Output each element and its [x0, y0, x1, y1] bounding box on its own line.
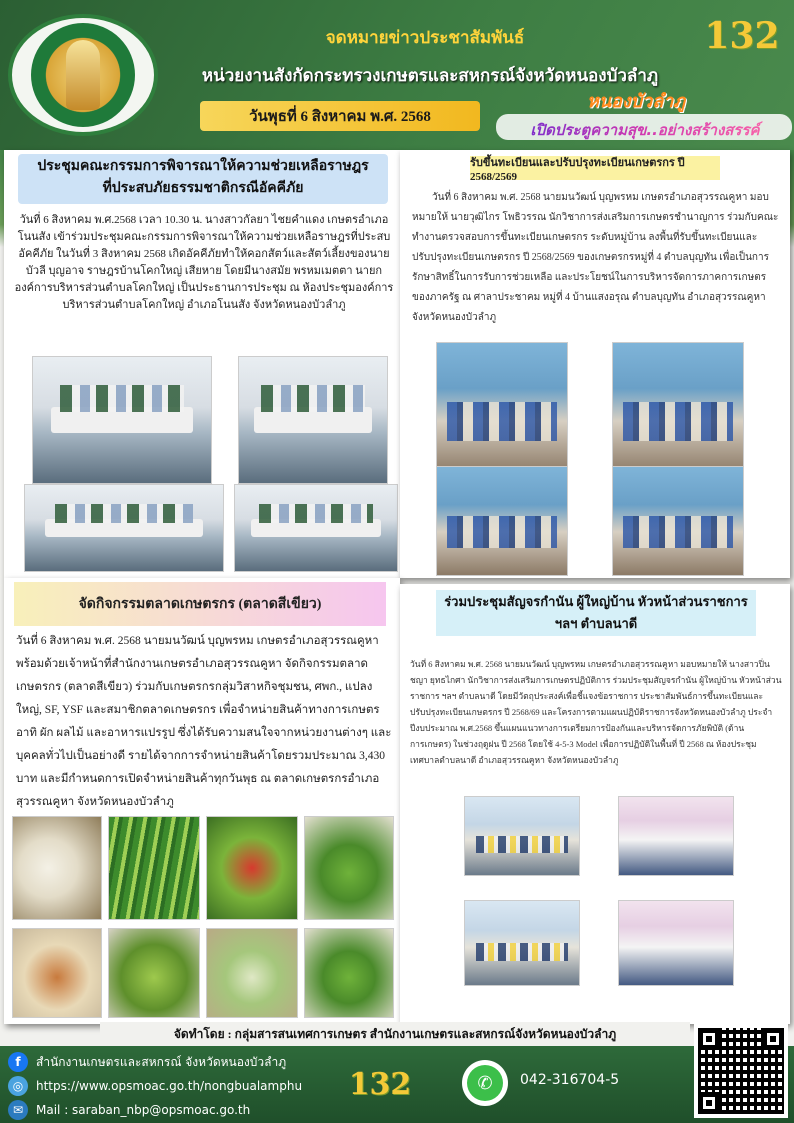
- section2-body: วันที่ 6 สิงหาคม พ.ศ. 2568 นายมนวัฒน์ บุญพรหม เกษตรอำเภอสุวรรณคูหา มอบหมายให้ นายวุฒิไกร โพธิวรรณ นักวิชาการส่งเสริมการเกษตรชำนาญการ ร่วมกับคณะทำงานตรวจสอบการขึ้นทะเบียนเกษตรกร ระดับหมู่บ้าน ลงพื้นที่รับขึ้นทะเบียนและปรับปรุงทะเบียนเกษตรกร ปี 2568/2569 ของเกษตรกรหมู่ที่ 4 ตำบลบุญทัน เพื่อเป็นการรักษาสิทธิ์ในการรับการช่วยเหลือ และประโยชน์ในการบริหารจัดการภาคการเกษตรของภาครัฐ ณ ศาลาประชาคม หมู่ที่ 4 บ้านแสงอรุณ ตำบลบุญทัน อำเภอสุวรรณคูหา จังหวัดหนองบัวลำภู: [412, 192, 779, 323]
- facebook-page-name[interactable]: สำนักงานเกษตรและสหกรณ์ จังหวัดหนองบัวลำภู: [36, 1054, 287, 1069]
- registration-photo-4: [612, 466, 744, 576]
- market-photo-vegetables: [304, 816, 394, 920]
- village-meeting-photo-2: [618, 796, 734, 876]
- logo-deity-figure: [66, 40, 100, 110]
- section1-title-line2: ที่ประสบภัยธรรมชาติกรณีอัคคีภัย: [102, 181, 304, 196]
- news-card-farmer-registration: [400, 150, 790, 578]
- section3-body: วันที่ 6 สิงหาคม พ.ศ. 2568 นายมนวัฒน์ บุญพรหม เกษตรอำเภอสุวรรณคูหา พร้อมด้วยเจ้าหน้าที่สำนักงานเกษตรอำเภอสุวรรณคูหา จัดกิจกรรมตลาดเกษตรกร (ตลาดสีเขียว) ร่วมกับเกษตรกรกลุ่มวิสาหกิจชุมชน, ศพก., แปลงใหญ่, SF, YSF และสมาชิกตลาดเกษตรกร เพื่อจำหน่ายสินค้าทางการเกษตร อาทิ ผัก ผลไม้ และอาหารแปรรูป ซึ่งได้รับความสนใจจากหน่วยงานต่างๆ และบุคคลทั่วไปเป็นอย่างดี รายได้จากการจำหน่ายสินค้าโดยรวมประมาณ 3,430 บาท และมีกำหนดการเปิดจำหน่ายสินค้าทุกวันพุธ ณ ตลาดเกษตรกรอำเภอสุวรรณคูหา จังหวัดหนองบัวลำภู: [16, 635, 392, 808]
- meeting-photo-1: [32, 356, 212, 484]
- qr-code[interactable]: [694, 1024, 788, 1118]
- globe-icon: ◎: [8, 1076, 28, 1096]
- logo-emblem: [31, 23, 135, 127]
- village-meeting-photo-3: [464, 900, 580, 986]
- section1-title-line1: ประชุมคณะกรรมการพิจารณาให้ความช่วยเหลือราษฎร: [37, 159, 369, 174]
- section4-title-line1: ร่วมประชุมสัญจรกำนัน ผู้ใหญ่บ้าน หัวหน้าส่วนราชการ: [444, 594, 748, 609]
- mail-icon: ✉: [8, 1100, 28, 1120]
- issue-date: วันพุธที่ 6 สิงหาคม พ.ศ. 2568: [200, 101, 480, 131]
- qr-finder-top-right: [762, 1028, 784, 1050]
- meeting-photo-4: [234, 484, 398, 572]
- facebook-icon: f: [8, 1052, 28, 1072]
- market-photo-melons: [108, 928, 200, 1018]
- news-card-village-meeting: [400, 584, 790, 1024]
- section4-title: [436, 590, 756, 636]
- meeting-photo-2: [238, 356, 388, 484]
- qr-finder-top-left: [698, 1028, 720, 1050]
- section1-body: วันที่ 6 สิงหาคม พ.ศ.2568 เวลา 10.30 น. นางสาวกัลยา ไชยคำแดง เกษตรอำเภอโนนสัง เข้าร่วมประชุมคณะกรรมการพิจารณาให้ความช่วยเหลือราษฎรที่ประสบอัคคีภัย ในวันที่ 3 สิงหาคม 2568 เกิดอัคคีภัยทำให้คอกสัตว์และสัตว์เลี้ยงของนายบัวลี บุญอาจ ราษฎรบ้านโคกใหญ่ เสียหาย โดยมีนางสมัย พรหมเมตตา นายกองค์การบริหารส่วนตำบลโคกใหญ่ เป็นประธานการประชุม ณ ห้องประชุมองค์การบริหารส่วนตำบลโคกใหญ่ อำเภอโนนสัง จังหวัดหนองบัวลำภู: [14, 214, 394, 311]
- qr-pattern: [698, 1028, 784, 1114]
- email-row[interactable]: [8, 1100, 250, 1120]
- anniversary-emblem: 132: [704, 15, 780, 57]
- header-banner: [0, 0, 794, 150]
- meeting-photo-3: [24, 484, 224, 572]
- website-link[interactable]: https://www.opsmoac.go.th/nongbualamphu: [36, 1079, 303, 1093]
- phone-icon[interactable]: ✆: [462, 1060, 508, 1106]
- market-photo-snacks: [12, 928, 102, 1018]
- footer-anniversary-emblem: 132: [348, 1066, 412, 1102]
- village-meeting-photo-1: [464, 796, 580, 876]
- market-photo-greens: [108, 816, 200, 920]
- newsletter-title: จดหมายข่าวประชาสัมพันธ์: [325, 28, 525, 47]
- market-photo-produce: [206, 928, 298, 1018]
- facebook-row[interactable]: [8, 1052, 286, 1072]
- registration-photo-1: [436, 342, 568, 474]
- news-card-green-market: [4, 578, 400, 1024]
- province-slogan: หนองบัวลำภู: [586, 91, 686, 112]
- village-meeting-photo-4: [618, 900, 734, 986]
- credit-line: จัดทำโดย : กลุ่มสารสนเทศการเกษตร สำนักงานเกษตรและสหกรณ์จังหวัดหนองบัวลำภู: [100, 1022, 690, 1046]
- section1-title: [18, 154, 388, 204]
- ministry-logo: [8, 14, 158, 136]
- section3-title: จัดกิจกรรมตลาดเกษตรกร (ตลาดสีเขียว): [14, 582, 386, 626]
- section4-title-line2: ฯลฯ ตำบลนาดี: [554, 616, 638, 631]
- registration-photo-3: [436, 466, 568, 576]
- market-photo-chili: [206, 816, 298, 920]
- market-photo-bananas: [304, 928, 394, 1018]
- email-address[interactable]: Mail : saraban_nbp@opsmoac.go.th: [36, 1103, 251, 1117]
- registration-photo-2: [612, 342, 744, 474]
- website-row[interactable]: [8, 1076, 302, 1096]
- phone-number[interactable]: 042-316704-5: [520, 1072, 620, 1088]
- qr-finder-bottom-left: [698, 1092, 720, 1114]
- news-card-fire-relief: [4, 150, 400, 578]
- province-tagline: เปิดประตูความสุข..อย่างสร้างสรรค์: [500, 118, 790, 142]
- section4-body: วันที่ 6 สิงหาคม พ.ศ. 2568 นายมนวัฒน์ บุญพรหม เกษตรอำเภอสุวรรณคูหา มอบหมายให้ นางสาวปิ่นชญา ยุทธไกศา นักวิชาการส่งเสริมการเกษตรปฏิบัติการ ร่วมประชุมสัญจรกำนัน ผู้ใหญ่บ้าน หัวหน้าส่วนราชการ ฯลฯ ตำบลนาดี โดยมีวัตถุประสงค์เพื่อชี้แจงข้อราชการ ประชาสัมพันธ์การขึ้นทะเบียนและปรับปรุงทะเบียนเกษตรกร ปี 2568/69 และโครงการตามแผนปฏิบัติราชการจังหวัดหนองบัวลำภู ประจำปีงบประมาณ พ.ศ.2568 ขึ้นแผนแนวทางการเตรียมการป้องกันและบริหารจัดการภัยพิบัติ (ด้านการเกษตร) ในช่วงฤดูฝน ปี 2568 โดยใช้ 4-5-3 Model เพื่อการปฏิบัติในพื้นที่ ปี 2568 ณ ห้องประชุมเทศบาลตำบลนาดี อำเภอสุวรรณคูหา จังหวัดหนองบัวลำภู: [410, 659, 782, 765]
- section2-title: รับขึ้นทะเบียนและปรับปรุงทะเบียนเกษตรกร ปี 2568/2569: [470, 156, 720, 180]
- market-photo-rice: [12, 816, 102, 920]
- agency-name: หน่วยงานสังกัดกระทรวงเกษตรและสหกรณ์จังหวัดหนองบัวลำภู: [201, 66, 659, 85]
